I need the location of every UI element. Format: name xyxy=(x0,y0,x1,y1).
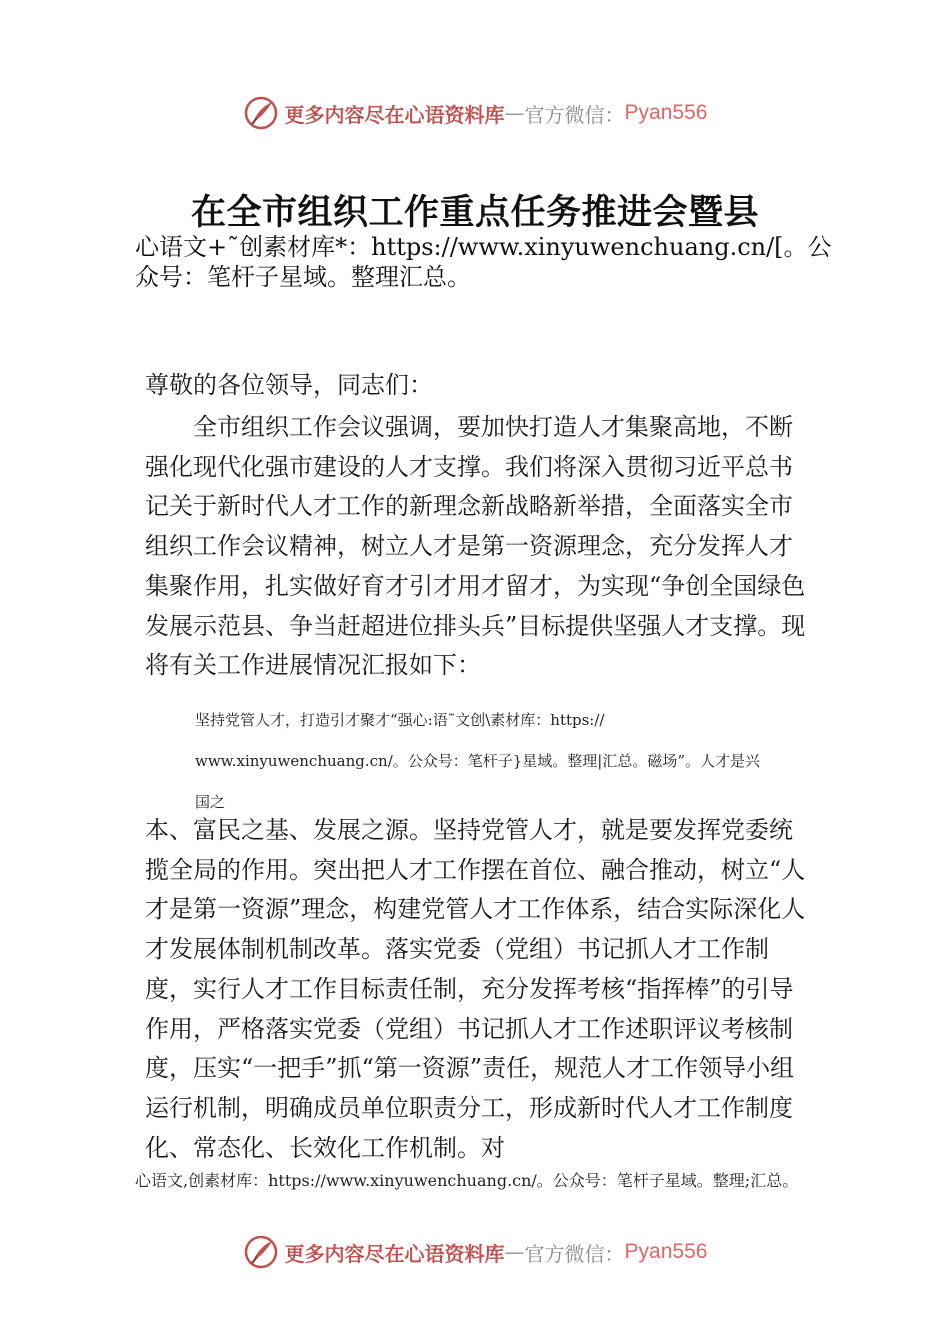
banner-separator: — xyxy=(504,101,525,125)
source-line: 心语文+˜创素材库*：https://www.xinyuwenchuang.cn/[。公众号：笔杆子星域。整理汇总。 xyxy=(135,233,832,291)
small-line-2: www.xinyuwenchuang.cn/。公众号：笔杆子}星域。整理|汇总。磁场”。人才是兴 xyxy=(195,752,761,770)
banner-wechat-label: 官方微信： xyxy=(524,102,625,127)
quill-logo-icon xyxy=(243,95,279,131)
banner-wechat-label: 官方微信： xyxy=(524,1241,625,1266)
quill-logo-icon xyxy=(243,1234,279,1270)
paragraph-2: 本、富民之基、发展之源。坚持党管人才，就是要发挥党委统揽全局的作用。突出把人才工作摆在首位、融合推动，树立“人才是第一资源”理念，构建党管人才工作体系，结合实际深化人才发展体制机制改革。落实党委（党组）书记抓人才工作制度，实行人才工作目标责任制，充分发挥考核“指挥棒”的引导作用，严格落实党委（党组）书记抓人才工作述职评议考核制度，压实“一把手”抓“第一资源”责任，规范人才工作领导小组运行机制，明确成员单位职责分工，形成新时代人才工作制度化、常态化、长效化工作机制。对 xyxy=(145,816,806,1162)
footer-source-line: 心语文,创素材库：https://www.xinyuwenchuang.cn/。公众号：笔杆子星域。整理;汇总。 xyxy=(135,1171,799,1190)
banner-wechat-id: Pyan556 xyxy=(624,1240,708,1263)
footer-banner xyxy=(0,1232,950,1272)
salutation: 尊敬的各位领导，同志们： xyxy=(145,371,433,399)
document-title: 在全市组织工作重点任务推进会暨县 xyxy=(190,192,759,233)
header-banner xyxy=(0,93,950,133)
small-line-1: 坚持党管人才，打造引才聚才“强心:语˜文创\素材库：https:// xyxy=(195,711,605,729)
section-heading-block xyxy=(195,700,835,823)
banner-slogan: 更多内容尽在心语资料库 xyxy=(284,102,505,127)
banner-slogan: 更多内容尽在心语资料库 xyxy=(284,1241,505,1266)
paragraph-1: 全市组织工作会议强调，要加快打造人才集聚高地，不断强化现代化强市建设的人才支撑。我们将深入贯彻习近平总书记关于新时代人才工作的新理念新战略新举措，全面落实全市组织工作会议精神，树立人才是第一资源理念，充分发挥人才集聚作用，扎实做好育才引才用才留才，为实现“争创全国绿色发展示范县、争当赶超进位排头兵”目标提供坚强人才支撑。现将有关工作进展情况汇报如下： xyxy=(145,413,806,680)
small-line-3: 国之 xyxy=(195,793,226,811)
banner-separator: — xyxy=(504,1240,525,1264)
banner-wechat-id: Pyan556 xyxy=(624,101,708,124)
